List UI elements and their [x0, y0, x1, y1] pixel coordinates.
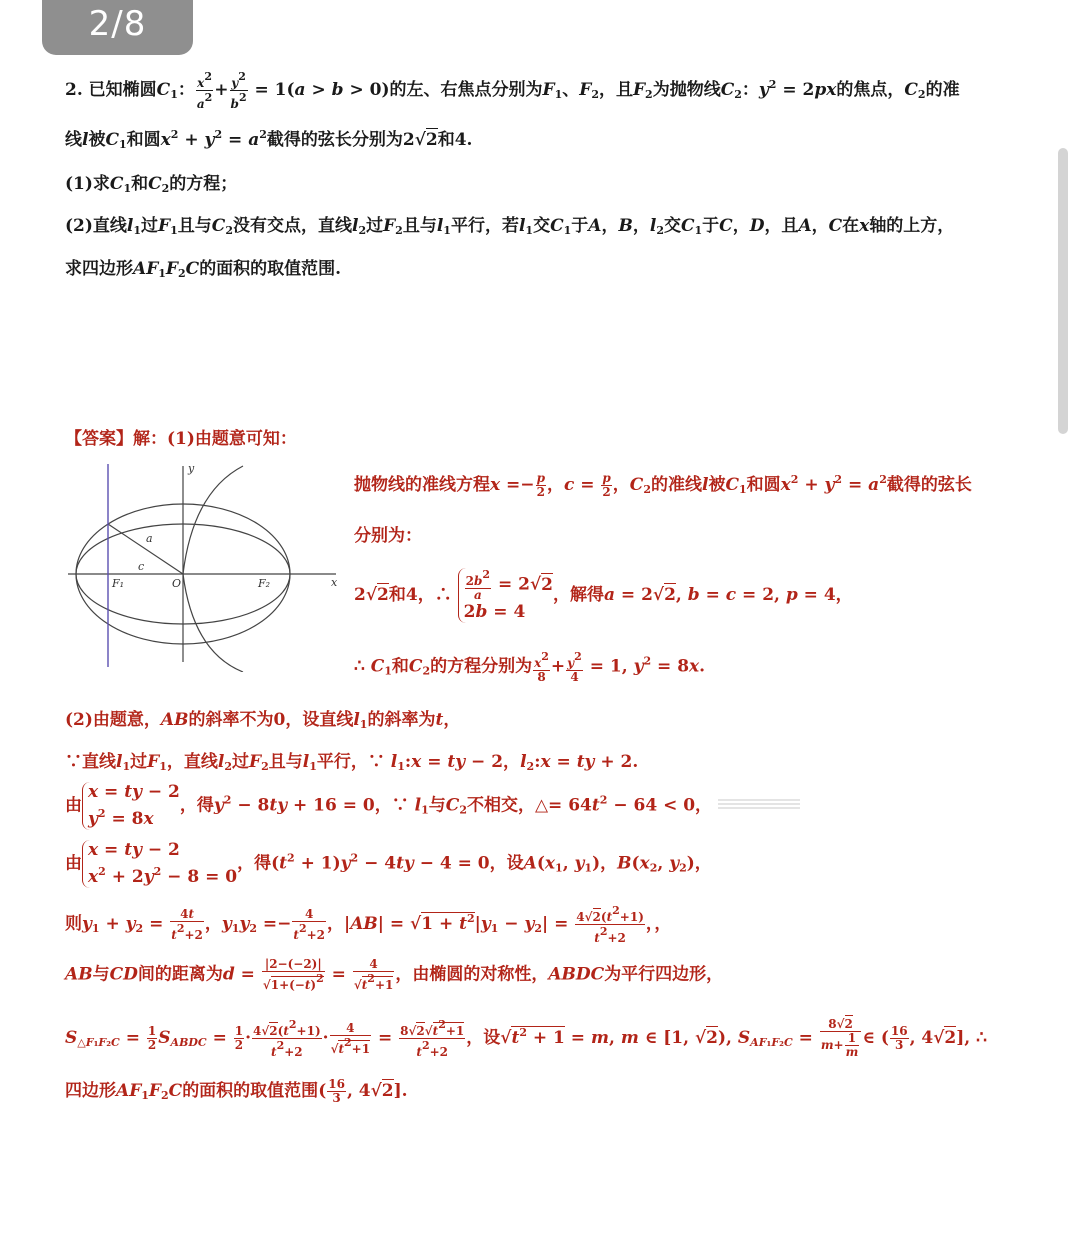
problem-part-1: (1)求$C_1$和$C_2$的方程；: [65, 174, 238, 195]
parabola-right: [183, 466, 243, 574]
label-c: c: [138, 560, 145, 573]
problem-line-1: 2. 已知椭圆$C_1$： $\frac{x^2}{a^2}$ + $\frac{y^2}{b^2}$ = 1(a > b > 0)的左、右焦点分别为$F_1$、$F_2$，且$F_2$为抛物线$C_2$：$y^2 = 2px$的焦点，$C_2$的准: [65, 70, 960, 111]
label-F2: F₂: [258, 577, 271, 590]
label-y: y: [188, 462, 195, 475]
answer-line-1: 抛物线的准线方程x =− $\frac{p}{2}$ ，c = $\frac{p}{2}$ ，$C_2$的准线l被$C_1$和圆$x^2 + y^2 = a^2$截得的弦长: [354, 471, 972, 499]
answer-line-3: 2√2和4，∴ $\frac{2b^2}{a}$ = 2√2 2b = 4，解得a = 2√2, b = c = 2, p = 4，: [354, 568, 853, 622]
scan-artifact: [718, 799, 800, 809]
parabola-right-lower: [183, 574, 243, 672]
part2-line-1: (2)由题意，AB的斜率不为0，设直线$l_1$的斜率为t，: [65, 710, 461, 731]
label-a: a: [146, 532, 153, 545]
problem-part-2-cont: 求四边形$AF_1F_2C$的面积的取值范围.: [65, 259, 342, 280]
ellipse-figure: [68, 462, 348, 672]
part2-line-8: 四边形$AF_1F_2C$的面积的取值范围( $\frac{16}{3}$ , 4√2].: [65, 1077, 408, 1105]
label-x: x: [331, 576, 338, 589]
scrollbar[interactable]: [1058, 148, 1068, 434]
answer-line-4: ∴ $C_1$和$C_2$的方程分别为 $\frac{x^2}{8}$ + $\frac{y^2}{4}$ = 1, $y^2 = 8x$.: [354, 650, 706, 684]
page-indicator[interactable]: 2/8: [42, 0, 193, 55]
label-O: O: [172, 577, 182, 590]
part2-line-4: 由x = ty − 2 $x^2 + 2y^2 - 8 = 0$，得$(t^2 + 1)y^2 - 4ty - 4 = 0$，设$A(x_1$, $y_1$)，$B(x_2$, $y_2$)，: [65, 840, 712, 887]
part2-line-6: AB与CD间的距离为d = $\frac{|2-(-2)|}{√1+(-t)^2}$ = $\frac{4}{√t^2+1}$ ，由椭圆的对称性，ABDC为平行四边形，: [65, 957, 724, 992]
part2-line-7: $S_{\triangle F_1F_2C}$ = $\frac{1}{2}$ $S_{ABDC}$ = $\frac{1}{2}$ · $\frac{4√2(t^2+1)}{t^2+2}$ · $\frac{4}{√t^2+1}$ = $\frac{8√2√t^2+1}{t^2+2}$ ，设$√t^2 + 1 = m$, m ∈ [1, √2), $S_{AF_1F_2C}$ = 8√2 m+ $\frac{1}{m}$ ∈ ( $\frac{16}{3}$ , 4√2], ∴: [65, 1017, 987, 1059]
part2-line-2: ∵直线$l_1$过$F_1$，直线$l_2$过$F_2$且与$l_1$平行，∵ $l_1:x$ = ty − 2，$l_2:x$ = ty + 2.: [65, 752, 639, 773]
part2-line-5: 则$y_1 + y_2$ = $\frac{4t}{t^2+2}$ ，$y_1y_2$ =− $\frac{4}{t^2+2}$ ，$|AB| = √1 + t^2|y_1 - y_2|$ = $\frac{4√2(t^2+1)}{t^2+2}$ ，，: [65, 904, 672, 945]
problem-line-2: 线l被$C_1$和圆$x^2 + y^2 = a^2$截得的弦长分别为2√2和4.: [65, 128, 473, 151]
answer-line-2: 分别为：: [354, 526, 422, 546]
answer-label: 【答案】解：(1)由题意可知：: [65, 429, 297, 449]
label-F1: F₁: [112, 577, 125, 590]
part2-line-3: 由x = ty − 2 $y^2 = 8x$，得$y^2 - 8ty + 16 = 0$，∵ $l_1$与$C_2$不相交，△= $64t^2 - 64 < 0$，: [65, 782, 713, 829]
problem-part-2: (2)直线$l_1$过$F_1$且与$C_2$没有交点，直线$l_2$过$F_2$且与$l_1$平行，若$l_1$交$C_1$于A，B，$l_2$交$C_1$于C，D，且A，C在x轴的上方，: [65, 216, 955, 237]
